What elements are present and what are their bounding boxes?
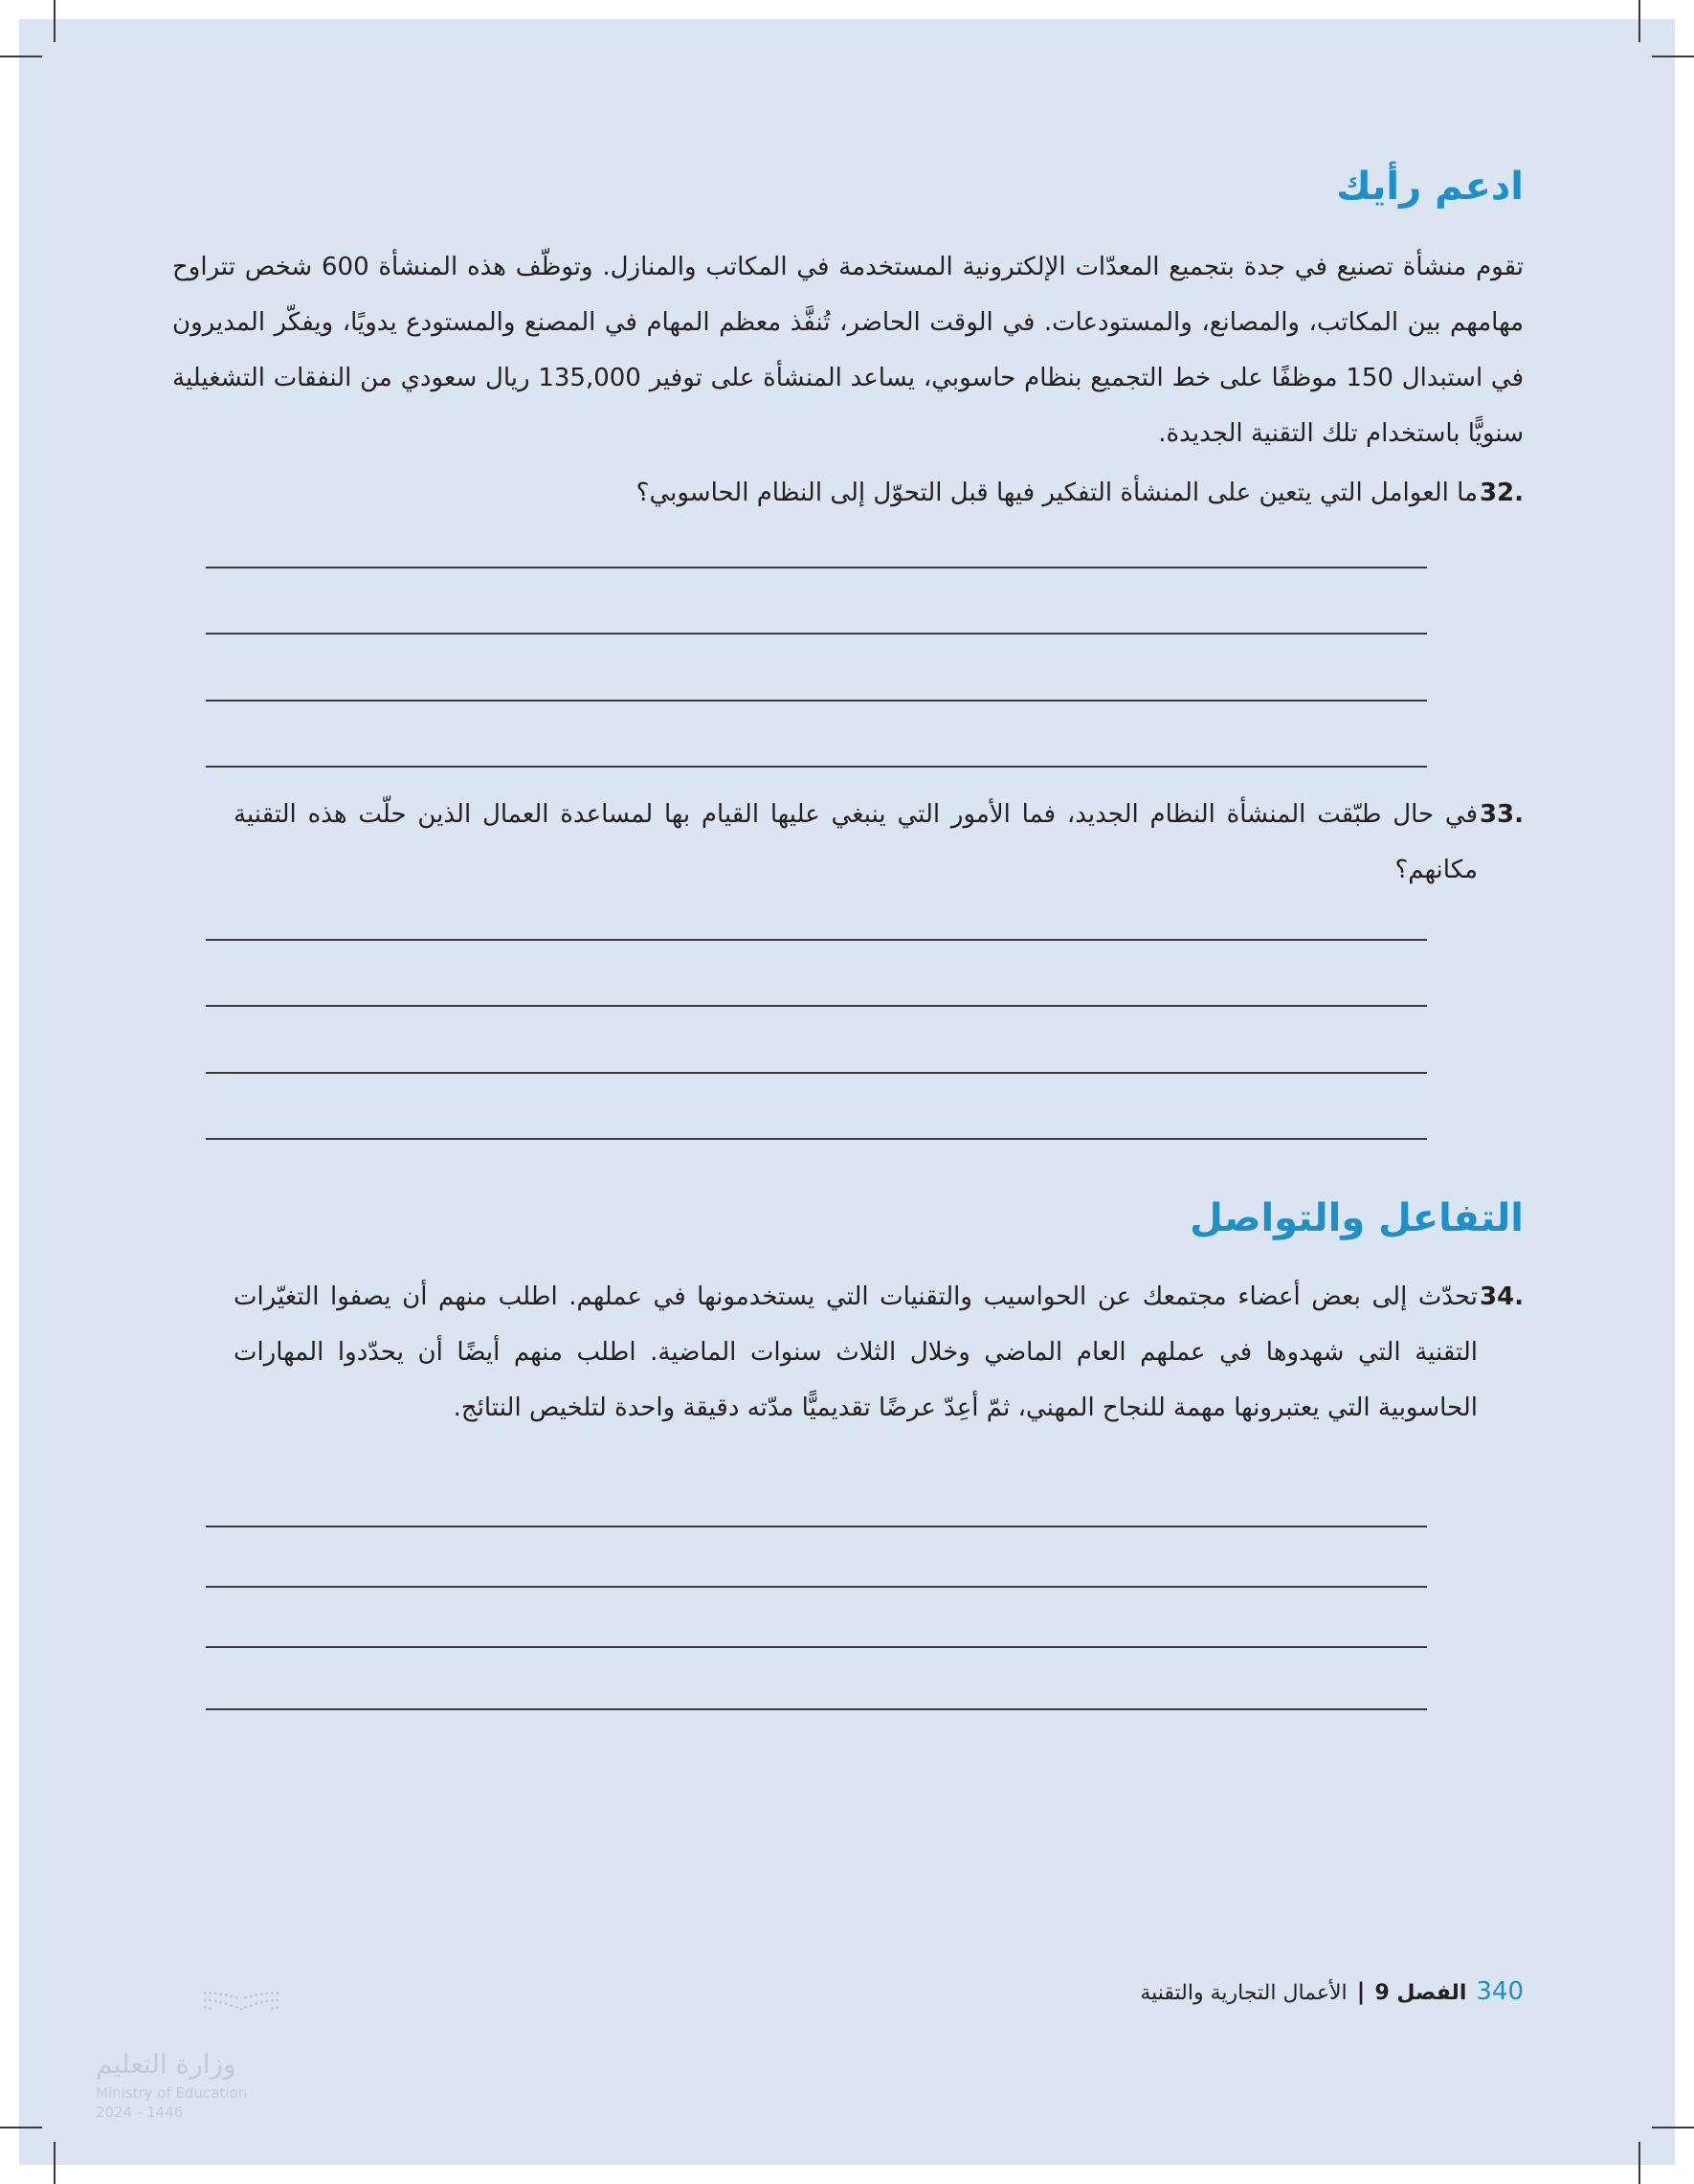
question-number: 33. [1479,800,1524,829]
page-number: 340 [1476,1977,1524,2006]
answer-line-34-4[interactable] [206,1708,1427,1710]
intro-paragraph: تقوم منشأة تصنيع في جدة بتجميع المعدّات الإلكترونية المستخدمة في المكاتب والمنازل. وتوظّف هذه المنشأة 600 شخص تتراوح مهامهم بين المكاتب، والمصانع، والمستودعات. في الوقت الحاضر، تُنفَّذ معظم المهام في المصنع والمستودع يدويًا، ويفكّر المديرون في استبدال 150 موظفًا على خط التجميع بنظام حاسوبي، يساعد المنشأة على توفير 135,000 ريال سعودي من النفقات التشغيلية سنويًّا باستخدام تلك التقنية الجديدة. [172,253,1525,448]
question-text: في حال طبّقت المنشأة النظام الجديد، فما الأمور التي ينبغي عليها القيام بها لمساعدة العمال الذين حلّت هذه التقنية مكانهم؟ [234,800,1478,884]
answer-line-34-2[interactable] [206,1586,1427,1588]
crop-mark-top-left-v [54,0,56,42]
chapter-title: الأعمال التجارية والتقنية [1140,1981,1348,2005]
question-text: تحدّث إلى بعض أعضاء مجتمعك عن الحواسيب والتقنيات التي يستخدمونها في عملهم. اطلب منهم أن يصفوا التغيّرات التقنية التي شهدوها في عملهم العام الماضي وخلال الثلاث سنوات الماضية. اطلب منهم أيضًا أن يحدّدوا المهارات الحاسوبية التي يعتبرونها مهمة للنجاح المهني، ثمّ أعِدّ عرضًا تقديميًّا مدّته دقيقة واحدة لتلخيص النتائج. [234,1282,1478,1422]
chapter-label: الفصل 9 [1374,1981,1467,2005]
edition-year: 2024 - 1446 [96,2104,184,2121]
question-number: 34. [1479,1282,1524,1311]
answer-line-34-3[interactable] [206,1646,1427,1648]
answer-line-32-2[interactable] [206,633,1427,635]
crop-mark-top-left-h [0,56,42,57]
section-heading-support-opinion: ادعم رأيك [1336,165,1524,209]
answer-line-33-4[interactable] [206,1138,1427,1140]
ministry-logo-icon [165,1989,318,2046]
answer-line-33-1[interactable] [206,939,1427,941]
section-heading-interact-communicate: التفاعل والتواصل [1190,1196,1524,1240]
footer-divider: | [1356,1978,1366,2005]
question-number: 32. [1479,479,1524,507]
ministry-name-english: Ministry of Education [96,2084,248,2102]
page-footer [1140,1977,1524,2006]
ministry-name-arabic: وزارة التعليم [96,2048,236,2080]
crop-mark-bottom-left-h [0,2127,42,2128]
question-text: ما العوامل التي يتعين على المنشأة التفكير فيها قبل التحوّل إلى النظام الحاسوبي؟ [635,479,1478,507]
answer-line-33-2[interactable] [206,1005,1427,1007]
crop-mark-bottom-left-v [54,2142,56,2184]
answer-line-32-3[interactable] [206,700,1427,702]
crop-mark-top-right-h [1652,56,1694,57]
answer-line-32-1[interactable] [206,567,1427,568]
crop-mark-bottom-right-h [1652,2127,1694,2128]
answer-line-32-4[interactable] [206,766,1427,768]
answer-line-34-1[interactable] [206,1526,1427,1527]
answer-line-33-3[interactable] [206,1072,1427,1074]
crop-mark-bottom-right-v [1638,2142,1640,2184]
crop-mark-top-right-v [1638,0,1640,42]
